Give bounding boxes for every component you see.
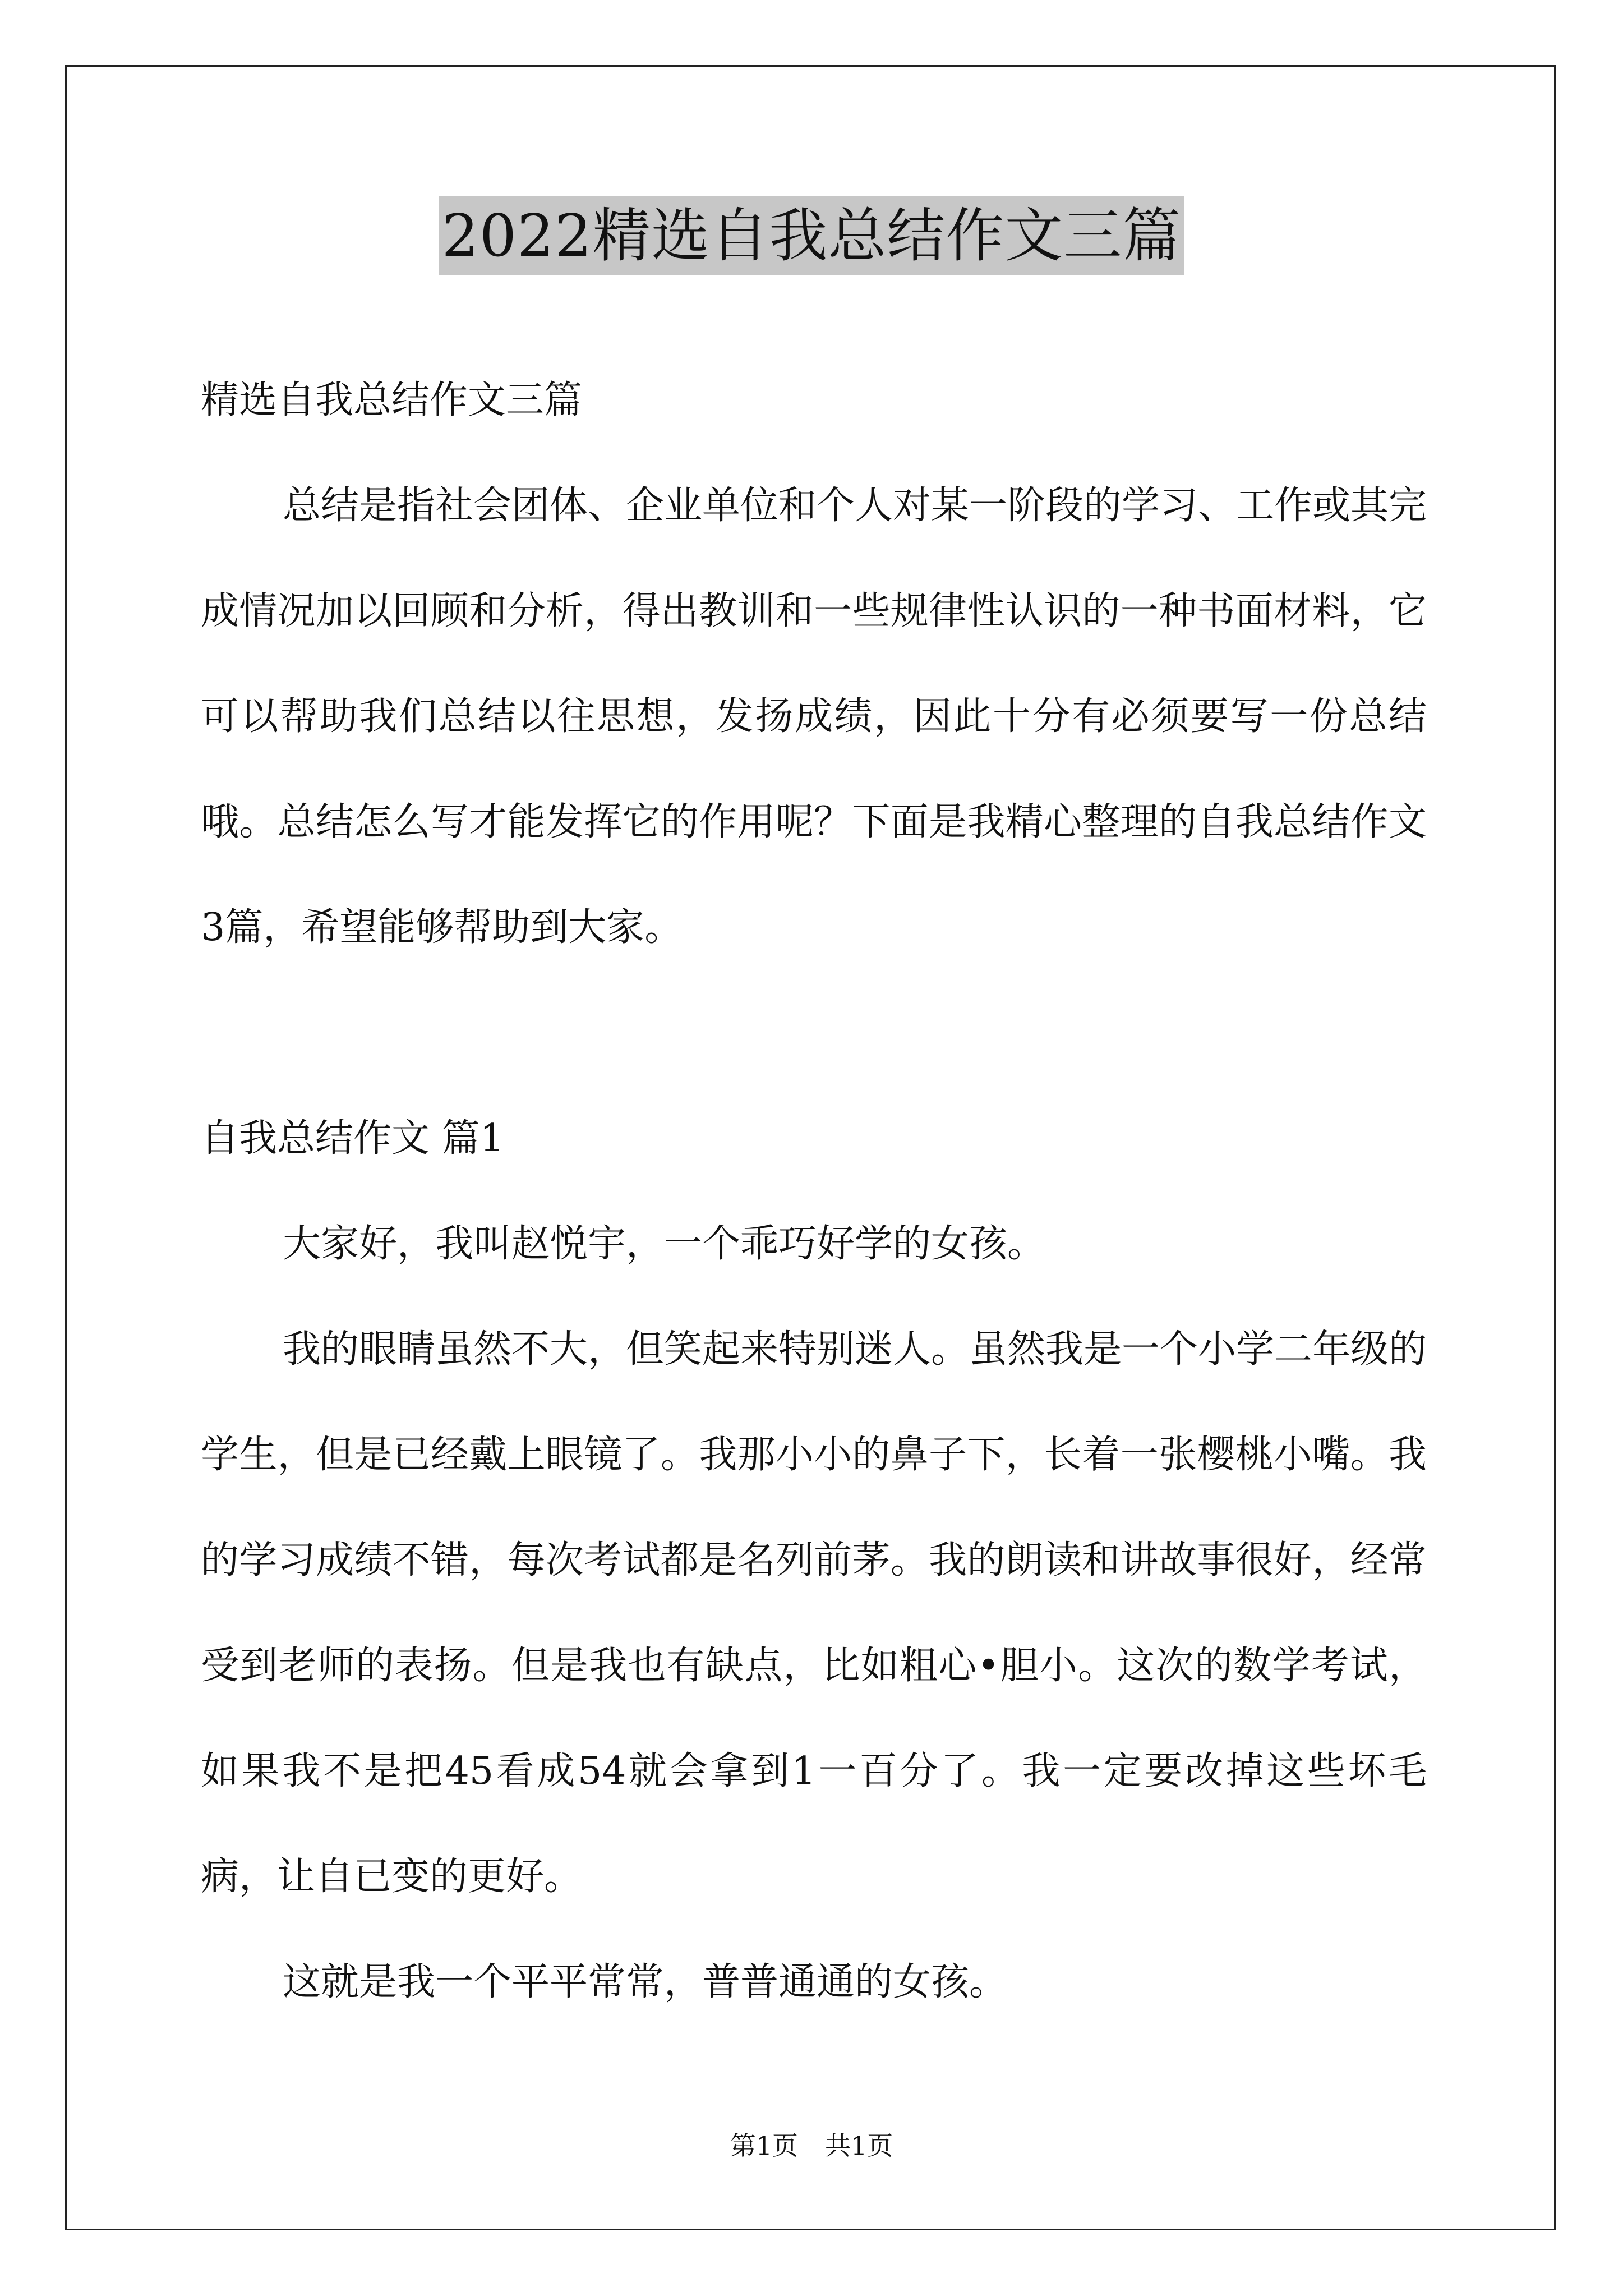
document-body [201,348,1427,2035]
intro-paragraph: 总结是指社会团体、企业单位和个人对某一阶段的学习、工作或其完成情况加以回顾和分析，得出教训和一些规律性认识的一种书面材料，它可以帮助我们总结以往思想，发扬成绩，因此十分有必须要写一份总结哦。总结怎么写才能发挥它的作用呢？下面是我精心整理的自我总结作文3篇，希望能够帮助到大家。 [201,484,1427,950]
document-title: 2022精选自我总结作文三篇 [439,196,1185,275]
document-subtitle: 精选自我总结作文三篇 [201,378,583,422]
section-spacer [201,981,1427,1086]
page-total: 共1页 [825,2131,893,2161]
section-paragraph: 这就是我一个平平常常，普普通通的女孩。 [283,1960,1008,2004]
section-heading: 自我总结作文 篇1 [201,1116,504,1161]
title-container [0,196,1623,275]
section-paragraph: 大家好，我叫赵悦宇，一个乖巧好学的女孩。 [283,1222,1046,1266]
page-number: 第1页 [730,2131,798,2161]
section-paragraph: 我的眼睛虽然不大，但笑起来特别迷人。虽然我是一个小学二年级的学生，但是已经戴上眼镜了。我那小小的鼻子下，长着一张樱桃小嘴。我的学习成绩不错，每次考试都是名列前茅。我的朗读和讲故事很好，经常受到老师的表扬。但是我也有缺点，比如粗心•胆小。这次的数学考试，如果我不是把45看成54就会拿到1一百分了。我一定要改掉这些坏毛病，让自已变的更好。 [201,1327,1427,1899]
page-footer [0,2129,1623,2162]
